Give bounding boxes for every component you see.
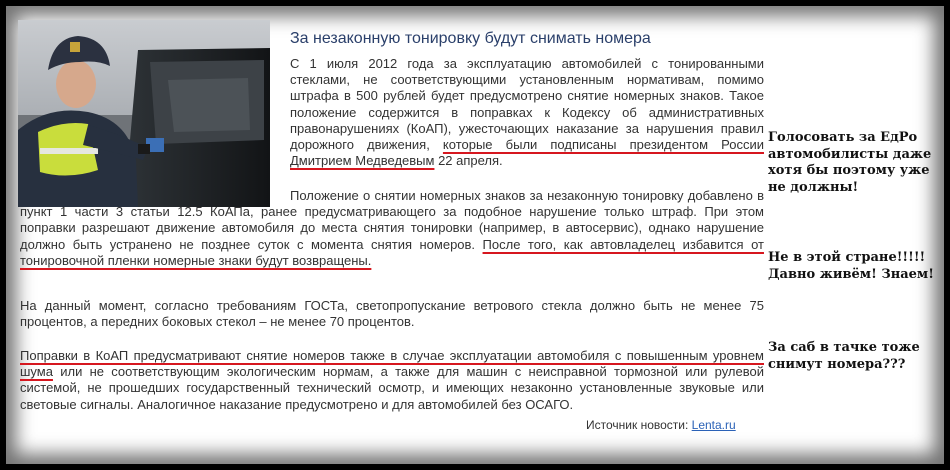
paragraph-1-tail: 22 апреля. <box>434 153 503 169</box>
article-paragraph-2 <box>20 188 764 269</box>
article-paragraph-1 <box>290 56 764 169</box>
news-source <box>586 418 736 432</box>
article-paragraph-3: На данный момент, согласно требованиям ГОСТа, светопропускание ветрового стекла должно быть не менее 75 процентов, а передних боковых стекол – не менее 70 процентов. <box>20 298 764 330</box>
paragraph-4-underlined-text: Поправки в КоАП предусматривают снятие номеров также в случае эксплуатации автомобиля с повышенным уровнем шума <box>20 348 764 380</box>
paragraph-1-underlined-text: которые были подписаны президентом России Дмитрием Медведевым <box>290 137 764 169</box>
source-label: Источник новости: <box>586 418 692 432</box>
comment-note-3: За саб в тачке тоже снимут номера??? <box>768 340 920 372</box>
article-title: За незаконную тонировку будут снимать номера <box>290 30 651 47</box>
paragraph-2-text: Положение о снятии номерных знаков за незаконную тонировку добавлено в пункт 1 части 3 статьи 12.5 КоАПа, ранее предусматривающего за подобное нарушение только штраф. При этом поправки разрешают движение автомобиля до места снятия тонировки (например, в автосервис), однако нарушение должно быть устранено не позднее суток с момента снятия номеров. <box>20 188 764 252</box>
screenshot-page <box>6 6 944 464</box>
paragraph-4-tail: или не соответствующим экологическим нормам, а также для машин с неисправной тормозной или рулевой системой, не прошедших государственный технический осмотр, и имеющих незаконно установленные звуковые или световые сигналы. Аналогичное наказание предусмотрено и для автомобилей без ОСАГО. <box>20 364 764 412</box>
comment-note-2: Не в этой стране!!!!! Давно живём! Знаем! <box>768 250 934 282</box>
paragraph-1-text: С 1 июля 2012 года за эксплуатацию автомобилей с тонированными стеклами, не соответствующими установленным нормативам, помимо штрафа в 500 рублей будет предусмотрено снятие номерных знаков. Такое положение содержится в поправках к Кодексу об административных правонарушениях (КоАП), ужесточающих наказание за нарушения правил дорожного движения, <box>290 56 764 153</box>
article-paragraph-4 <box>20 348 764 413</box>
paragraph-2-underlined-text: После того, как автовладелец избавится от тонировочной пленки номерные знаки будут возвращены. <box>20 236 764 268</box>
traffic-police-photo <box>18 20 270 207</box>
source-link[interactable]: Lenta.ru <box>691 418 736 432</box>
comment-note-1: Голосовать за ЕдРо автомобилисты даже хотя бы поэтому уже не должны! <box>768 130 932 195</box>
